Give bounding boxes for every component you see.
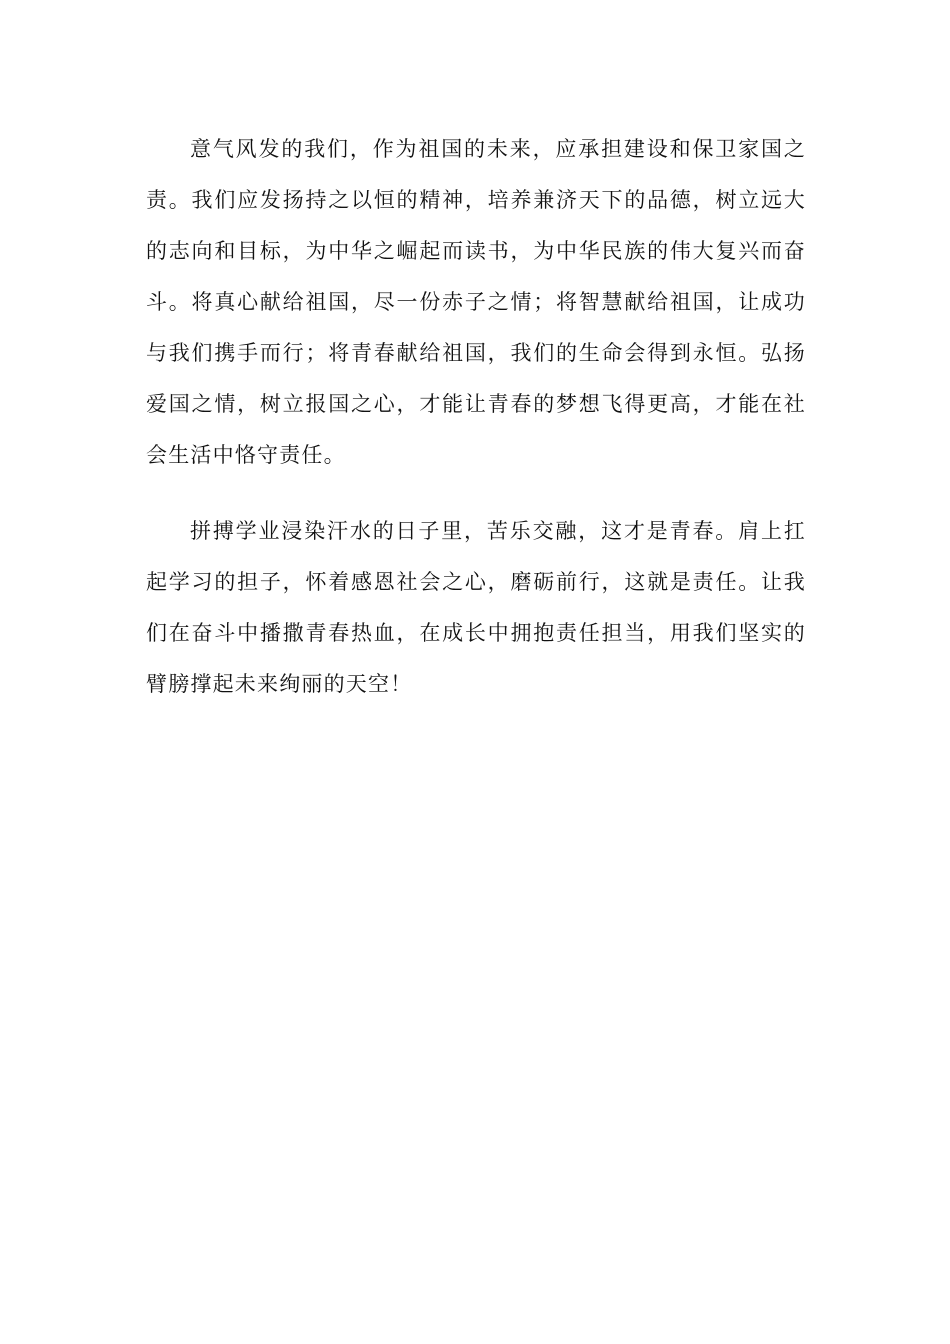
paragraph-youth-responsibility: 拼搏学业浸染汗水的日子里，苦乐交融，这才是青春。肩上扛起学习的担子，怀着感恩社会之心，磨砺前行，这就是责任。让我们在奋斗中播撒青春热血，在成长中拥抱责任担当，用我们坚实的臂膀撑起未来绚丽的天空！ [146,519,806,696]
paragraph-patriotism: 意气风发的我们，作为祖国的未来，应承担建设和保卫家国之责。我们应发扬持之以恒的精神，培养兼济天下的品德，树立远大的志向和目标，为中华之崛起而读书，为中华民族的伟大复兴而奋斗。将真心献给祖国，尽一份赤子之情；将智慧献给祖国，让成功与我们携手而行；将青春献给祖国，我们的生命会得到永恒。弘扬爱国之情，树立报国之心，才能让青春的梦想飞得更高，才能在社会生活中恪守责任。 [146,137,806,467]
document-body [146,124,806,710]
